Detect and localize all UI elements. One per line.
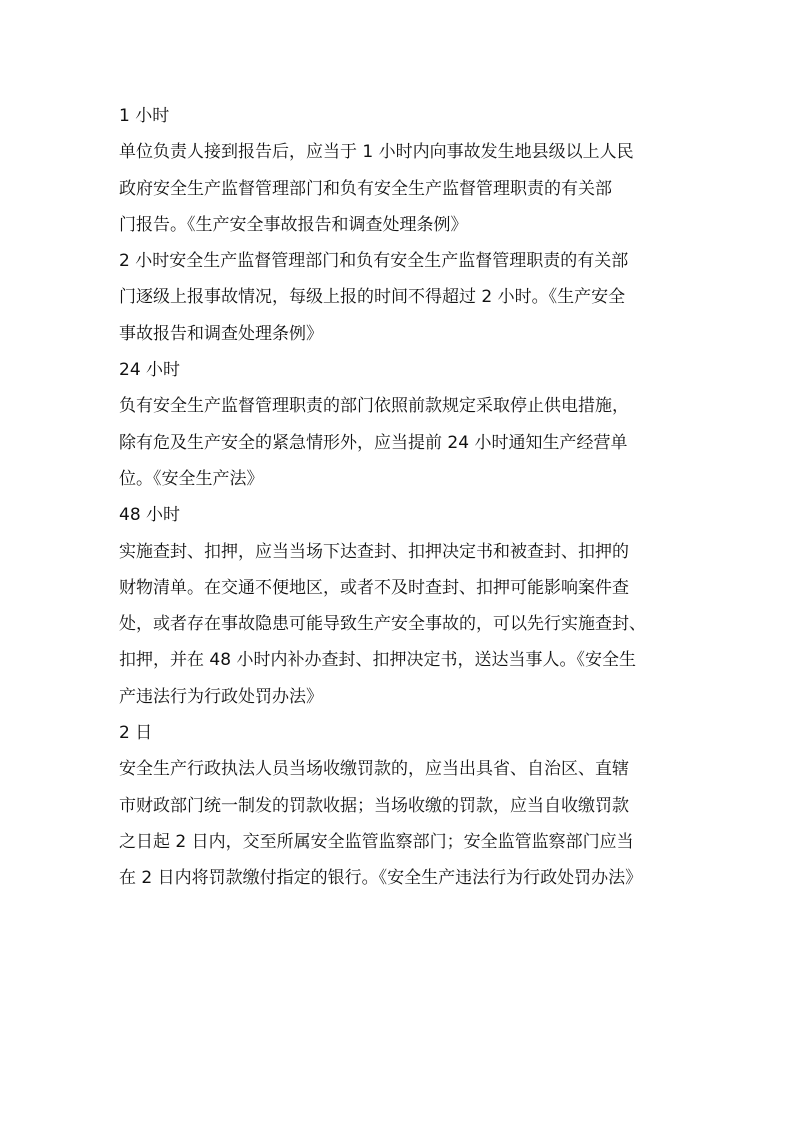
text-line: 负有安全生产监督管理职责的部门依照前款规定采取停止供电措施， bbox=[119, 396, 629, 417]
text-line: 安全生产行政执法人员当场收缴罚款的，应当出具省、自治区、直辖 bbox=[119, 759, 629, 780]
text-line: 单位负责人接到报告后，应当于 1 小时内向事故发生地县级以上人民 bbox=[119, 142, 634, 163]
text-line: 产违法行为行政处罚办法》 bbox=[119, 686, 323, 707]
text-line: 事故报告和调查处理条例》 bbox=[119, 323, 323, 344]
text-line: 之日起 2 日内，交至所属安全监管监察部门；安全监管监察部门应当 bbox=[119, 831, 634, 852]
text-line: 在 2 日内将罚款缴付指定的银行。《安全生产违法行为行政处罚办法》 bbox=[119, 868, 643, 889]
text-line: 除有危及生产安全的紧急情形外，应当提前 24 小时通知生产经营单 bbox=[119, 432, 628, 453]
text-line: 2 小时安全生产监督管理部门和负有安全生产监督管理职责的有关部 bbox=[119, 251, 629, 272]
heading-48-hours: 48 小时 bbox=[119, 505, 181, 526]
text-line: 财物清单。在交通不便地区，或者不及时查封、扣押可能影响案件查 bbox=[119, 577, 629, 598]
heading-2-days: 2 日 bbox=[119, 723, 153, 744]
heading-1-hour: 1 小时 bbox=[119, 106, 170, 126]
text-line: 政府安全生产监督管理部门和负有安全生产监督管理职责的有关部 bbox=[119, 178, 612, 199]
text-line: 位。《安全生产法》 bbox=[119, 468, 264, 489]
text-line: 实施查封、扣押，应当当场下达查封、扣押决定书和被查封、扣押的 bbox=[119, 541, 629, 562]
text-line: 处，或者存在事故隐患可能导致生产安全事故的，可以先行实施查封、 bbox=[119, 614, 646, 635]
text-line: 市财政部门统一制发的罚款收据；当场收缴的罚款，应当自收缴罚款 bbox=[119, 795, 629, 816]
text-line: 门报告。《生产安全事故报告和调查处理条例》 bbox=[119, 214, 468, 235]
heading-24-hours: 24 小时 bbox=[119, 360, 181, 381]
text-line: 门逐级上报事故情况，每级上报的时间不得超过 2 小时。《生产安全 bbox=[119, 287, 626, 308]
document-body bbox=[119, 98, 679, 897]
text-line: 扣押，并在 48 小时内补办查封、扣押决定书，送达当事人。《安全生 bbox=[119, 650, 636, 671]
